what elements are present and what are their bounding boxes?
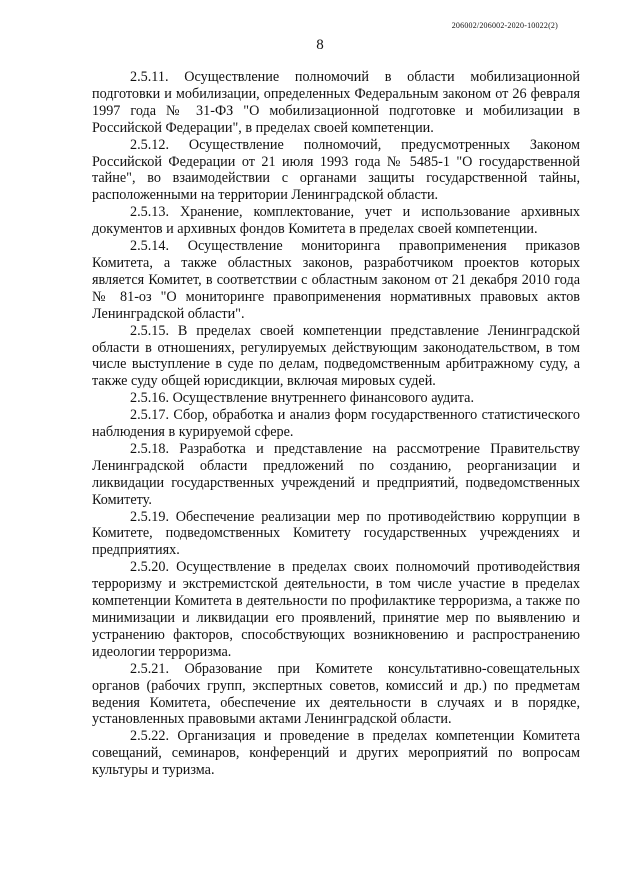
paragraph-2-5-20: 2.5.20. Осуществление в пределах своих полномочий противодействия терроризму и экстремистской деятельности, в том числе участие в пределах компетенции Комитета в деятельности по профилактике терроризма, а также по минимизации и ликвидации его проявлений, принятие мер по выявлению и устранению факторов, способствующих возникновению и распространению идеологии терроризма. [92, 559, 580, 660]
paragraph-2-5-16: 2.5.16. Осуществление внутреннего финансового аудита. [130, 390, 475, 407]
paragraph-2-5-17: 2.5.17. Сбор, обработка и анализ форм государственного статистического наблюдения в курируемой сфере. [92, 407, 580, 441]
paragraph-2-5-11: 2.5.11. Осуществление полномочий в области мобилизационной подготовки и мобилизации, определенных Федеральным законом от 26 февраля 1997 года № 31-ФЗ "О мобилизационной подготовке и мобилизации в Российской Федерации", в пределах своей компетенции. [92, 69, 580, 136]
paragraph-2-5-15: 2.5.15. В пределах своей компетенции представление Ленинградской области в отношениях, регулируемых действующим законодательством, в том числе выступление в суде по делам, подведомственным арбитражному суду, а также суду общей юрисдикции, включая мировых судей. [92, 322, 580, 390]
page-number: 8 [316, 37, 324, 53]
paragraph-2-5-14: 2.5.14. Осуществление мониторинга правоприменения приказов Комитета, а также областных законов, разработчиком проектов которых является Комитет, в соответствии с областным законом от 21 декабря 2010 года № 81-оз "О мониторинге правоприменения нормативных правовых актов Ленинградской области". [92, 238, 580, 322]
paragraph-2-5-19: 2.5.19. Обеспечение реализации мер по противодействию коррупции в Комитете, подведомственных Комитету государственных учреждениях и предприятиях. [92, 508, 580, 559]
paragraph-2-5-22: 2.5.22. Организация и проведение в пределах компетенции Комитета совещаний, семинаров, конференций и других мероприятий по вопросам культуры и туризма. [92, 728, 580, 779]
paragraph-2-5-21: 2.5.21. Образование при Комитете консультативно-совещательных органов (рабочих групп, экспертных советов, комиссий и др.) по предметам ведения Комитета, обеспечение их деятельности в случаях и в порядке, установленных правовыми актами Ленинградской области. [92, 660, 580, 728]
paragraph-2-5-12: 2.5.12. Осуществление полномочий, предусмотренных Законом Российской Федерации от 21 июля 1993 года № 5485-1 "О государственной тайне", во взаимодействии с органами защиты государственной тайны, расположенными на территории Ленинградской области. [92, 136, 580, 204]
paragraph-2-5-18: 2.5.18. Разработка и представление на рассмотрение Правительству Ленинградской области предложений по созданию, реорганизации и ликвидации государственных учреждений и предприятий, подведомственных Комитету. [92, 440, 580, 508]
document-body [92, 69, 580, 779]
paragraph-2-5-13: 2.5.13. Хранение, комплектование, учет и использование архивных документов и архивных фондов Комитета в пределах своей компетенции. [92, 204, 580, 238]
document-id: 206002/206002-2020-10022(2) [451, 21, 558, 30]
